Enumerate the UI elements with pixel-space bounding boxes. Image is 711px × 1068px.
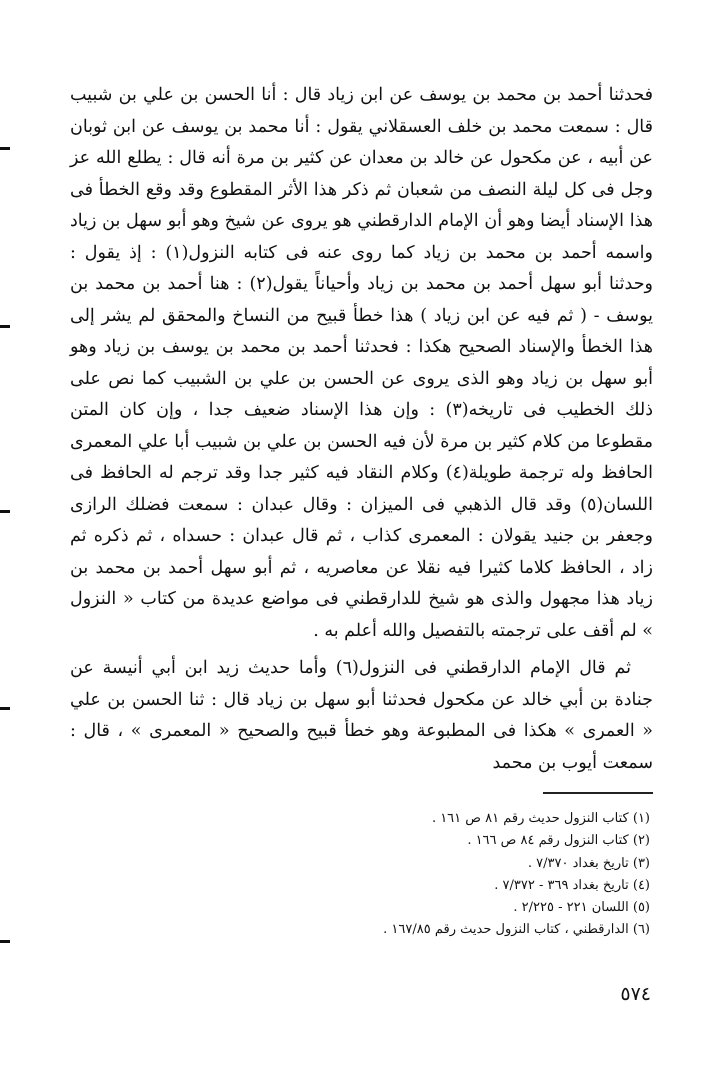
paragraph: فحدثنا أحمد بن محمد بن يوسف عن ابن زياد قال : أنا الحسن بن علي بن شبيب قال : سمعت محمد بن خلف العسقلاني يقول : أنا محمد بن يوسف عن ابن ثوبان عن أبيه ، عن مكحول عن خالد بن معدان عن كثير بن مرة أنه قال : يطلع الله عز وجل فى كل ليلة النصف من شعبان ثم ذكر هذا الأثر المقطوع وقد وقع الخطأ فى هذا الإسناد أيضا وهو أن الإمام الدارقطني هو يروى عن شيخ وهو أبو سهل بن زياد واسمه أحمد بن محمد بن زياد كما روى عنه فى كتابه النزول(١) : إذ يقول : وحدثنا أبو سهل أحمد بن محمد بن زياد وأحياناً يقول(٢) : هنا أحمد بن محمد بن يوسف - ( ثم فيه عن ابن زياد ) هذا خطأ قبيح من النساخ والمحقق لم يشر إلى هذا الخطأ والإسناد الصحيح هكذا : فحدثنا أحمد بن محمد بن يوسف بن زياد وهو أبو سهل بن زياد وهو الذى يروى عن الحسن بن علي بن الشبيب كما نص على ذلك الخطيب فى تاريخه(٣) : وإن هذا الإسناد ضعيف جدا ، وإن كان المتن مقطوعا من كلام كثير بن مرة لأن فيه الحسن بن علي بن شبيب أبا علي المعمرى الحافظ وله ترجمة طويلة(٤) وكلام النقاد فيه كثير جدا وقد ترجم له الحافظ فى اللسان(٥) وقد قال الذهبي فى الميزان : وقال عبدان : سمعت فضلك الرازى وجعفر بن جنيد يقولان : المعمرى كذاب ، ثم قال عبدان : حسداه ، ثم ذكره ثم زاد ، الحافظ كلاما كثيرا فيه نقلا عن معاصريه ، ثم أبو سهل أحمد بن محمد بن زياد هذا مجهول والذى هو شيخ للدارقطني فى مواضع عديدة من كتاب « النزول » لم أقف على ترجمته بالتفصيل والله أعلم به .	[70, 85, 653, 641]
page-number: ٥٧٤	[620, 983, 651, 1005]
paragraph: ثم قال الإمام الدارقطني فى النزول(٦) وأما حديث زيد ابن أبي أنيسة عن جنادة بن أبي خالد عن مكحول فحدثنا أبو سهل بن زياد قال : ثنا الحسن بن علي « العمرى » هكذا فى المطبوعة وهو خطأ قبيح والصحيح « المعمرى » ، قال : سمعت أيوب بن محمد	[70, 658, 653, 773]
margin-mark	[0, 707, 10, 710]
main-text	[70, 80, 653, 779]
margin-mark	[0, 940, 10, 943]
margin-mark	[0, 510, 10, 513]
margin-mark	[0, 147, 10, 150]
footnote: (٣) تاريخ بغداد ٧/٣٧٠ .	[527, 855, 650, 871]
footnotes	[300, 808, 650, 942]
footnote: (٥) اللسان ٢٢١ - ٢/٢٢٥ .	[513, 900, 650, 916]
footnote: (٦) الدارقطني ، كتاب النزول حديث رقم ١٦٧/٨٥ .	[383, 922, 650, 938]
footnote: (٤) تاريخ بغداد ٣٦٩ - ٧/٣٧٢ .	[494, 877, 650, 893]
footnote-divider	[543, 792, 653, 794]
footnote: (١) كتاب النزول حديث رقم ٨١ ص ١٦١ .	[431, 811, 650, 826]
margin-mark	[0, 325, 10, 328]
footnote: (٢) كتاب النزول رقم ٨٤ ص ١٦٦ .	[467, 833, 650, 849]
